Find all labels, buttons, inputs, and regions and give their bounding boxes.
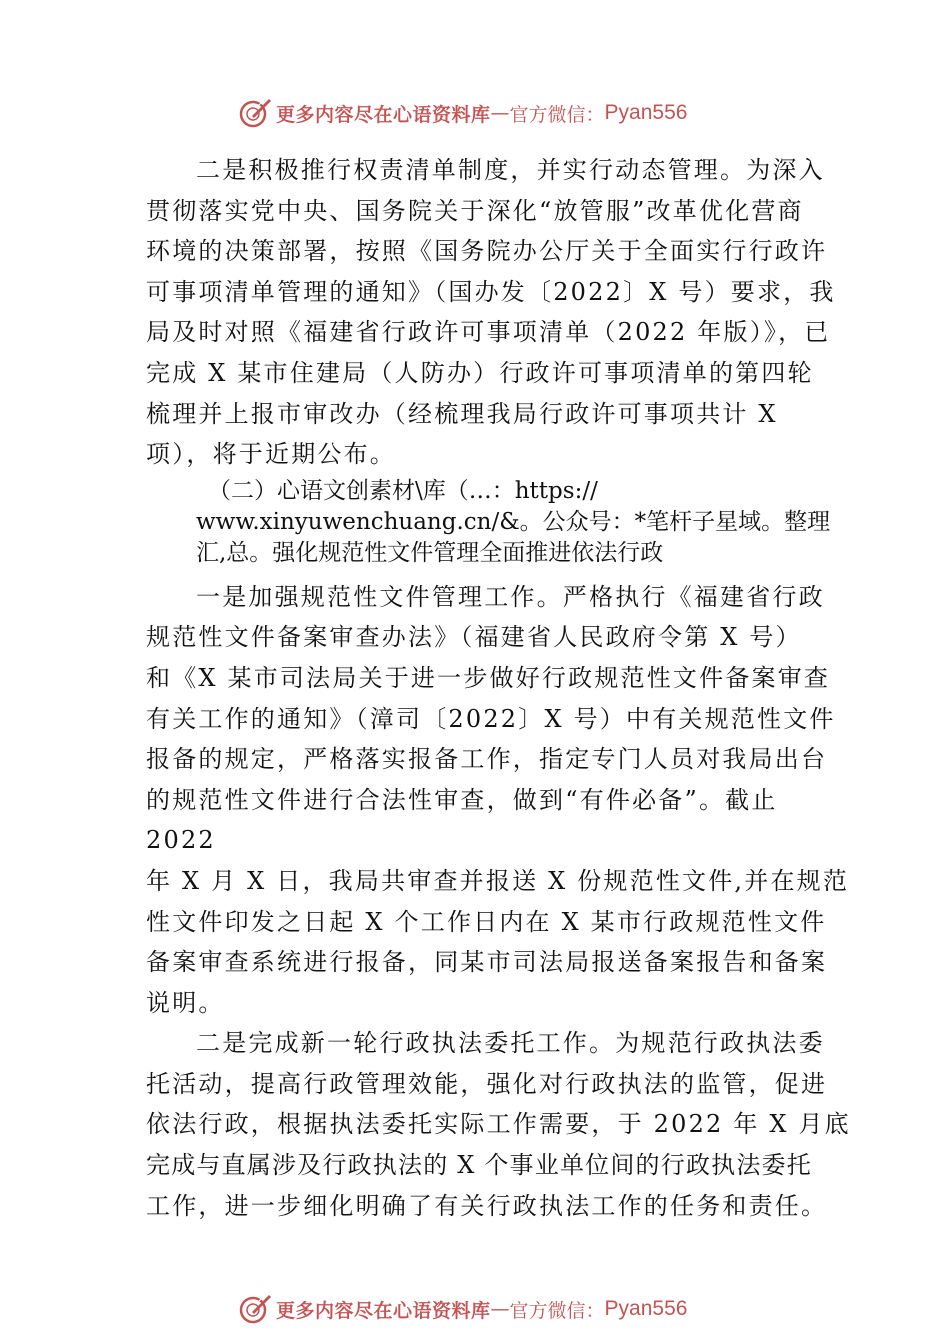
header-brand: 更多内容尽在心语资料库 [276,103,491,126]
text-line: 环境的决策部署，按照《国务院办公厅关于全面实行行政许 [146,237,828,266]
text-line: 年 X 月 X 日，我局共审查并报送 X 份规范性文件,并在规范 [146,866,850,895]
text-line: 工作，进一步细化明确了有关行政执法工作的任务和责任。 [146,1191,828,1220]
heading-line: www.xinyuwenchuang.cn/&。公众号：*笔杆子星域。整理 [196,508,831,535]
quill-pen-logo-icon [238,96,272,130]
header-banner [238,96,687,130]
text-line: 说明。 [146,988,225,1017]
paragraph-2 [146,577,850,1024]
header-wechat-label: 官方微信： [509,103,605,126]
text-line: 二是完成新一轮行政执法委托工作。为规范行政执法委 [196,1029,825,1058]
footer-wechat-id: Pyan556 [604,1297,688,1320]
text-line: 依法行政，根据执法委托实际工作需要，于 2022 年 X 月底 [146,1110,851,1139]
footer-dash: — [490,1298,510,1320]
paragraph-1 [146,150,836,475]
text-line: 贯彻落实党中央、国务院关于深化“放管服”改革优化营商 [146,196,804,225]
text-line: 可事项清单管理的通知》（国办发〔2022〕X 号）要求，我 [146,277,836,306]
text-line: 的规范性文件进行合法性审查，做到“有件必备”。截止 [146,785,778,814]
text-line: 规范性文件备案审查办法》（福建省人民政府令第 X 号） [146,623,802,652]
text-line: 托活动，提高行政管理效能，强化对行政执法的监管，促进 [146,1069,828,1098]
document-body [146,150,851,1226]
text-line: 项），将于近期公布。 [146,440,396,469]
quill-pen-logo-icon [238,1292,272,1326]
section-heading [146,476,836,569]
header-dash: — [490,102,510,124]
heading-line: （二）心语文创素材\库（…：https:// [208,477,598,504]
text-line: 完成与直属涉及行政执法的 X 个事业单位间的行政执法委托 [146,1151,812,1180]
text-line: 一是加强规范性文件管理工作。严格执行《福建省行政 [196,582,825,611]
text-line: 二是积极推行权责清单制度，并实行动态管理。为深入 [196,156,825,184]
text-line: 2022 [146,826,216,855]
heading-line: 汇,总。强化规范性文件管理全面推进依法行政 [196,539,664,566]
footer-brand: 更多内容尽在心语资料库 [276,1299,491,1322]
text-line: 有关工作的通知》（漳司〔2022〕X 号）中有关规范性文件 [146,704,836,733]
header-wechat-id: Pyan556 [604,101,688,124]
footer-wechat-label: 官方微信： [509,1299,605,1322]
text-line: 局及时对照《福建省行政许可事项清单（2022 年版）》，已 [146,318,831,347]
text-line: 梳理并上报市审改办（经梳理我局行政许可事项共计 X [146,399,778,428]
text-line: 报备的规定，严格落实报备工作，指定专门人员对我局出台 [146,745,828,774]
text-line: 完成 X 某市住建局（人防办）行政许可事项清单的第四轮 [146,358,814,387]
paragraph-3 [146,1023,851,1226]
text-line: 和《X 某市司法局关于进一步做好行政规范性文件备案审查 [146,663,831,692]
text-line: 性文件印发之日起 X 个工作日内在 X 某市行政规范性文件 [146,907,827,936]
text-line: 备案审查系统进行报备，同某市司法局报送备案报告和备案 [146,948,828,977]
footer-banner [238,1292,687,1326]
